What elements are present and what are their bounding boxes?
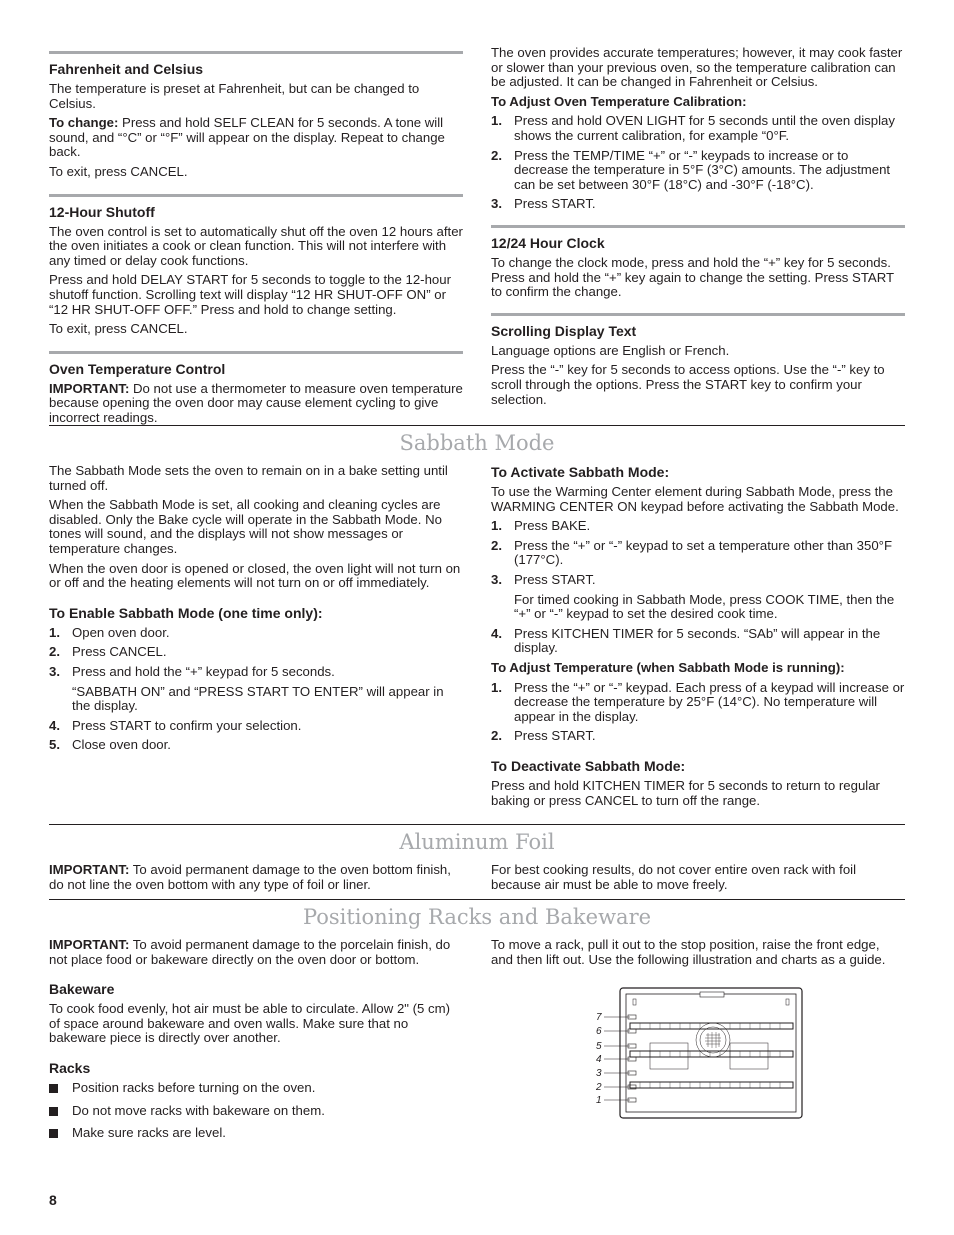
foil-title: Aluminum Foil [399, 830, 555, 854]
activate-sabbath-heading: To Activate Sabbath Mode: [491, 464, 670, 480]
enable-step [49, 738, 463, 753]
calibration-p1: The oven provides accurate temperatures; however, it may cook faster or slower than your previous oven, so the temperature calibration can be adjusted. It can be changed in Fahrenheit or Celsius. [491, 45, 903, 90]
temp-control-section [49, 351, 463, 426]
shutoff-p2: Press and hold DELAY START for 5 seconds to toggle to the 12-hour shutoff function. Scrolling text will display “12 HR SHUT-OFF ON” or “12 HR SHUT-OFF OFF.” Press and hold to change setting. [49, 272, 451, 317]
square-bullet-icon [49, 1084, 58, 1093]
racks-important [49, 938, 463, 967]
sabbath-right-column [491, 464, 905, 813]
rack-position-label: 7 [596, 1012, 602, 1023]
calibration-subheading: To Adjust Oven Temperature Calibration: [491, 93, 747, 109]
step-text: Press the TEMP/TIME “+” or “-” keypads to increase or to decrease the temperature in 5°F (3°C) amounts. The adjustment can be set between 30°F (18°C) and -30°F (-18°C). [514, 147, 891, 192]
to-change-label: To change: [49, 115, 119, 131]
foil-right [491, 863, 905, 897]
sabbath-p1: The Sabbath Mode sets the oven to remain on in a bake setting until turned off. [49, 463, 448, 493]
shutoff-heading: 12-Hour Shutoff [49, 203, 155, 220]
enable-step [49, 719, 463, 734]
activate-steps-2 [491, 627, 905, 656]
rack-bullet-text: Do not move racks with bakeware on them. [72, 1102, 325, 1118]
racks-title: Positioning Racks and Bakeware [302, 905, 652, 929]
rack-position-label: 4 [596, 1054, 602, 1065]
enable-step [49, 665, 463, 680]
bakeware-heading: Bakeware [49, 981, 115, 998]
step-number: 1. [49, 624, 60, 640]
fahrenheit-heading: Fahrenheit and Celsius [49, 61, 204, 77]
enable-step [49, 626, 463, 641]
temp-control-text: Do not use a thermometer to measure oven temperature because opening the oven door may cause element cycling to give incorrect readings. [49, 380, 463, 425]
step-number: 3. [49, 663, 60, 679]
rack-position-label: 1 [596, 1095, 602, 1106]
scrolling-heading: Scrolling Display Text [491, 322, 637, 339]
foil-left-text [49, 863, 463, 892]
rack-position-label: 2 [596, 1082, 602, 1093]
step-text: Press START. [514, 728, 596, 744]
step-number: 2. [491, 147, 502, 163]
temp-control-p1 [49, 382, 463, 426]
rack-position-label: 3 [596, 1068, 602, 1079]
step-text: Press START to confirm your selection. [72, 717, 302, 733]
oven-rack-illustration [590, 985, 805, 1120]
adjust-temp-heading: To Adjust Temperature (when Sabbath Mode is running): [491, 659, 845, 675]
scrolling-p2: Press the “-” key for 5 seconds to access options. Use the “-” key to scroll through the options. Press the START key to confirm your selection. [491, 362, 885, 407]
step-number: 4. [491, 625, 502, 641]
step-text: Press BAKE. [514, 518, 591, 534]
calibration-step [491, 114, 905, 143]
shutoff-section [49, 194, 463, 337]
fahrenheit-section [49, 51, 463, 180]
scrolling-p1: Language options are English or French. [491, 342, 730, 358]
top-right-column [491, 46, 905, 412]
step-text: Press the “+” or “-” keypad. Each press of a keypad will increase or decrease the temperature by 25°F (14°C). No temperature will appear in the display. [514, 679, 905, 724]
calibration-steps [491, 114, 905, 212]
step-text: Press KITCHEN TIMER for 5 seconds. “SAb” will appear in the display. [514, 625, 881, 656]
enable-note: “SABBATH ON” and “PRESS START TO ENTER” will appear in the display. [72, 683, 444, 714]
foil-left-body: To avoid permanent damage to the oven bottom finish, do not line the oven bottom with any type of foil or liner. [49, 862, 451, 892]
racks-left-column [49, 938, 463, 1149]
important-label: IMPORTANT: [49, 380, 130, 396]
step-text: Press START. [514, 196, 596, 212]
fahrenheit-p1: The temperature is preset at Fahrenheit, but can be changed to Celsius. [49, 81, 420, 111]
divider-foil [49, 824, 905, 825]
racks-right-column [491, 938, 905, 972]
step-text: Press and hold the “+” keypad for 5 seconds. [72, 663, 335, 679]
divider-sabbath [49, 425, 905, 426]
step-number: 2. [49, 644, 60, 660]
sabbath-p2: When the Sabbath Mode is set, all cooking and cleaning cycles are disabled. Only the Bake cycle will operate in the Sabbath Mode. No tones will sound, and the displays will not show messages or temperature changes. [49, 497, 442, 556]
enable-sabbath-heading: To Enable Sabbath Mode (one time only): [49, 604, 323, 621]
calibration-step [491, 149, 905, 193]
divider-racks [49, 899, 905, 900]
activate-step [491, 627, 905, 656]
square-bullet-icon [49, 1129, 58, 1138]
activate-step [491, 539, 905, 568]
racks-important-text: To avoid permanent damage to the porcelain finish, do not place food or bakeware directly on the oven door or bottom. [49, 937, 451, 967]
step-number: 2. [491, 728, 502, 744]
rack-bullet-item [49, 1104, 463, 1119]
racks-right-p: To move a rack, pull it out to the stop position, raise the front edge, and then lift out. Use the following illustration and charts as a guide. [491, 937, 886, 967]
fahrenheit-p2 [49, 116, 463, 160]
rack-position-label: 6 [596, 1026, 602, 1037]
rack-bullet-text: Position racks before turning on the oven. [72, 1079, 316, 1095]
fahrenheit-p3: To exit, press CANCEL. [49, 163, 188, 179]
square-bullet-icon [49, 1107, 58, 1116]
step-number: 2. [491, 537, 502, 553]
activate-step [491, 519, 905, 534]
rack-bullets [49, 1081, 463, 1141]
shutoff-p1: The oven control is set to automatically shut off the oven 12 hours after the oven initiates a cook or clean function. This will not interfere with any timed or delay cook functions. [49, 223, 463, 268]
racks-important-label: IMPORTANT: [49, 937, 130, 952]
sabbath-title: Sabbath Mode [399, 431, 555, 455]
step-number: 3. [491, 196, 502, 212]
temp-control-heading: Oven Temperature Control [49, 360, 226, 377]
fahrenheit-p2-text: Press and hold SELF CLEAN for 5 seconds. A tone will sound, and “°C” or “°F” will appear on the display. Repeat to change back. [49, 115, 445, 160]
deactivate-sabbath-heading: To Deactivate Sabbath Mode: [491, 757, 686, 774]
rack-bullet-text: Make sure racks are level. [72, 1125, 226, 1141]
calibration-step [491, 197, 905, 212]
activate-note: For timed cooking in Sabbath Mode, press COOK TIME, then the “+” or “-” keypad to set the desired cook time. [514, 591, 895, 622]
calibration-section [491, 46, 905, 212]
scrolling-section [491, 313, 905, 407]
enable-step [49, 645, 463, 660]
rack-bullet-item [49, 1126, 463, 1141]
sabbath-left-column [49, 464, 463, 758]
step-text: Open oven door. [72, 624, 170, 640]
clock-heading: 12/24 Hour Clock [491, 234, 605, 251]
clock-section [491, 225, 905, 300]
foil-left [49, 863, 463, 897]
foil-important-label: IMPORTANT: [49, 862, 130, 877]
step-number: 5. [49, 737, 60, 753]
step-number: 3. [491, 571, 502, 587]
enable-steps-2 [49, 719, 463, 753]
activate-steps [491, 519, 905, 587]
page-number: 8 [49, 1192, 57, 1208]
adjust-step [491, 681, 905, 725]
enable-steps [49, 626, 463, 680]
activate-step [491, 573, 905, 588]
clock-p1: To change the clock mode, press and hold the “+” key for 5 seconds. Press and hold the “+” key again to change the setting. Press START to confirm the change. [491, 254, 894, 300]
step-number: 1. [491, 679, 502, 695]
rack-bullet-item [49, 1081, 463, 1096]
rack-position-label: 5 [596, 1041, 602, 1052]
adjust-step [491, 729, 905, 744]
top-left-column [49, 51, 463, 431]
foil-right-text: For best cooking results, do not cover entire oven rack with foil because air must be able to move freely. [491, 862, 857, 892]
step-text: Close oven door. [72, 737, 171, 753]
activate-p: To use the Warming Center element during Sabbath Mode, press the WARMING CENTER ON keypad before activating the Sabbath Mode. [491, 484, 899, 514]
step-number: 4. [49, 717, 60, 733]
step-text: Press the “+” or “-” keypad to set a temperature other than 350°F (177°C). [514, 537, 893, 568]
step-text: Press START. [514, 571, 596, 587]
shutoff-p3: To exit, press CANCEL. [49, 321, 188, 337]
step-text: Press CANCEL. [72, 644, 167, 660]
deactivate-p: Press and hold KITCHEN TIMER for 5 seconds to return to regular baking or press CANCEL to turn off the range. [491, 777, 880, 808]
step-text: Press and hold OVEN LIGHT for 5 seconds until the oven display shows the current calibration, for example “0°F. [514, 113, 895, 143]
step-number: 1. [491, 518, 502, 534]
adjust-steps [491, 681, 905, 744]
step-number: 1. [491, 113, 502, 129]
racks-heading: Racks [49, 1059, 91, 1076]
bakeware-p: To cook food evenly, hot air must be able to circulate. Allow 2" (5 cm) of space around bakeware and oven walls. Make sure that no bakeware piece is directly over another. [49, 1001, 450, 1046]
sabbath-p3: When the oven door is opened or closed, the oven light will not turn on or off and the heating elements will not turn on or off immediately. [49, 560, 461, 591]
